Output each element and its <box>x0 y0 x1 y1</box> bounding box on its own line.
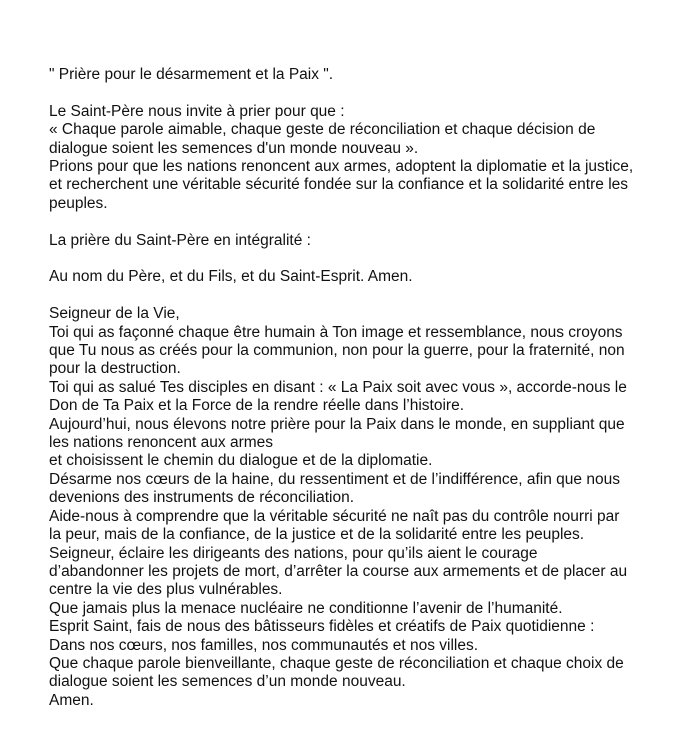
prayer-line: Désarme nos cœurs de la haine, du ressentiment et de l’indifférence, afin que nous <box>49 470 620 488</box>
text-line: dialogue soient les semences d'un monde nouveau ». <box>49 139 419 157</box>
prayer-line: Toi qui as façonné chaque être humain à Ton image et ressemblance, nous croyons <box>49 323 623 341</box>
prayer-line: Aide-nous à comprendre que la véritable sécurité ne naît pas du contrôle nourri par <box>49 507 620 525</box>
paragraph-gap <box>49 250 689 268</box>
prayer-line: Seigneur de la Vie, <box>49 305 180 323</box>
prayer-line: Esprit Saint, fais de nous des bâtisseurs fidèles et créatifs de Paix quotidienne : <box>49 618 595 636</box>
prayer-line: dialogue soient les semences d’un monde nouveau. <box>49 673 406 691</box>
prayer-line: la peur, mais de la confiance, de la justice et de la solidarité entre les peuples. <box>49 526 585 544</box>
prayer-line: que Tu nous as créés pour la communion, non pour la guerre, pour la fraternité, non <box>49 342 625 360</box>
prayer-line: Dans nos cœurs, nos familles, nos communautés et nos villes. <box>49 636 479 654</box>
prayer-line: Que jamais plus la menace nucléaire ne conditionne l’avenir de l’humanité. <box>49 599 563 617</box>
prayer-line: Aujourd’hui, nous élevons notre prière pour la Paix dans le monde, en suppliant que <box>49 415 625 433</box>
prayer-line: les nations renoncent aux armes <box>49 434 274 452</box>
document-title: " Prière pour le désarmement et la Paix ". <box>49 66 334 83</box>
document-body <box>49 66 689 710</box>
prayer-line: centre la vie des plus vulnérables. <box>49 581 283 599</box>
prayer-line: Que chaque parole bienveillante, chaque geste de réconciliation et chaque choix de <box>49 654 624 672</box>
text-line: et recherchent une véritable sécurité fondée sur la confiance et la solidarité entre les <box>49 176 629 194</box>
prayer-line: Seigneur, éclaire les dirigeants des nations, pour qu’ils aient le courage <box>49 544 538 562</box>
prayer-line: d’abandonner les projets de mort, d’arrêter la course aux armements et de placer au <box>49 562 628 580</box>
text-line: « Chaque parole aimable, chaque geste de réconciliation et chaque décision de <box>49 121 596 139</box>
prayer-line: Don de Ta Paix et la Force de la rendre réelle dans l’histoire. <box>49 397 464 415</box>
sign-of-cross: Au nom du Père, et du Fils, et du Saint-Esprit. Amen. <box>49 268 413 286</box>
integral-heading: La prière du Saint-Père en intégralité : <box>49 231 311 249</box>
paragraph-gap <box>49 213 689 231</box>
prayer-line: Toi qui as salué Tes disciples en disant : « La Paix soit avec vous », accorde-nous le <box>49 378 627 396</box>
prayer-text <box>49 305 689 710</box>
text-line: peuples. <box>49 194 108 212</box>
paragraph-gap <box>49 287 689 305</box>
prayer-line: Amen. <box>49 691 94 709</box>
text-line: Prions pour que les nations renoncent aux armes, adoptent la diplomatie et la justice, <box>49 158 634 176</box>
prayer-line: pour la destruction. <box>49 360 181 378</box>
intro-paragraph <box>49 103 689 213</box>
prayer-line: et choisissent le chemin du dialogue et de la diplomatie. <box>49 452 433 470</box>
prayer-line: devenions des instruments de réconciliation. <box>49 489 355 507</box>
paragraph-gap <box>49 84 689 102</box>
text-line: Le Saint-Père nous invite à prier pour que : <box>49 102 345 120</box>
